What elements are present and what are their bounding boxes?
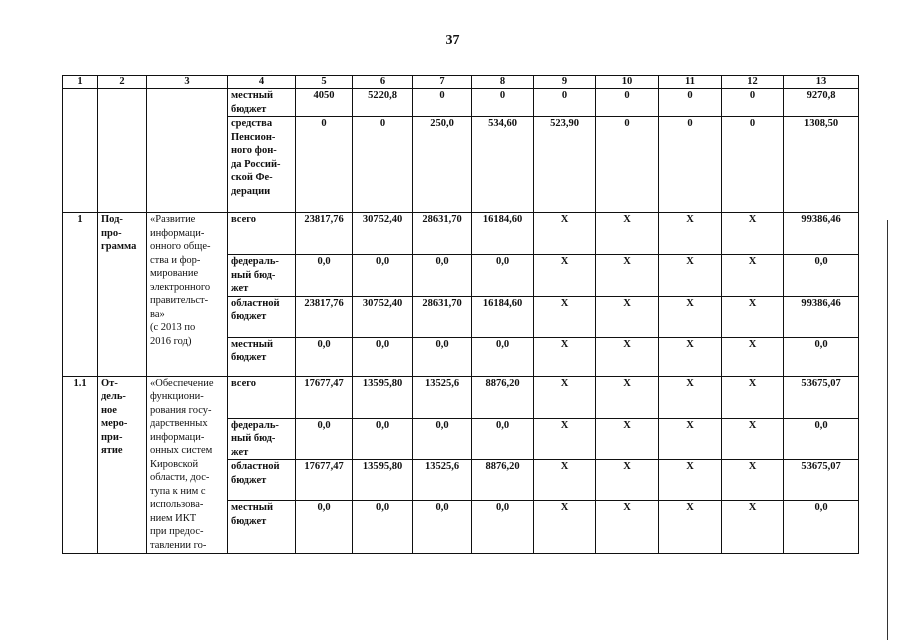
value-cell: 16184,60 [472,296,534,337]
value-cell: 0,0 [353,337,413,376]
page-number: 37 [445,33,460,48]
header-cell: 10 [596,76,659,89]
value-cell: X [596,213,659,255]
header-cell: 13 [784,76,859,89]
table-row [63,89,859,117]
source-cell: местный бюджет [228,337,296,376]
value-cell: X [659,255,722,297]
page-edge-line [887,220,888,640]
value-cell: 0 [413,89,472,117]
source-cell: средства Пенсион- ного фон- да Россий- ской Фе- дерации [228,117,296,213]
value-cell: X [534,501,596,554]
header-cell: 3 [147,76,228,89]
header-cell: 6 [353,76,413,89]
source-cell: областной бюджет [228,460,296,501]
row-name: «Обеспечение функциони- рования госу- дарственных информаци- онных систем Кировской области, дос- тупа к ним с использова- нием ИКТ при предос- тавлении го- [147,376,228,554]
value-cell: 534,60 [472,117,534,213]
value-cell: 0,0 [413,418,472,460]
value-cell: X [596,460,659,501]
value-cell: 250,0 [413,117,472,213]
value-cell: 13525,6 [413,376,472,418]
value-cell: 0,0 [353,501,413,554]
value-cell: 4050 [296,89,353,117]
header-cell: 7 [413,76,472,89]
value-cell: 0 [296,117,353,213]
header-row [63,76,859,89]
value-cell: X [534,460,596,501]
value-cell: X [722,213,784,255]
source-cell: местный бюджет [228,501,296,554]
value-cell: X [534,255,596,297]
value-cell: 0 [722,117,784,213]
header-cell: 8 [472,76,534,89]
value-cell: 17677,47 [296,460,353,501]
value-cell: 28631,70 [413,296,472,337]
value-cell: 0,0 [413,337,472,376]
value-cell: 1308,50 [784,117,859,213]
header-cell: 9 [534,76,596,89]
value-cell: 0 [659,117,722,213]
table-cell [98,89,147,213]
row-number: 1.1 [63,376,98,554]
value-cell: X [596,296,659,337]
source-cell: федераль- ный бюд- жет [228,418,296,460]
header-cell: 5 [296,76,353,89]
header-cell: 1 [63,76,98,89]
value-cell: X [722,418,784,460]
value-cell: X [722,501,784,554]
value-cell: X [534,213,596,255]
value-cell: 99386,46 [784,213,859,255]
table-cell [63,89,98,213]
source-cell: федераль- ный бюд- жет [228,255,296,297]
value-cell: X [659,501,722,554]
value-cell: 0,0 [296,255,353,297]
value-cell: 16184,60 [472,213,534,255]
value-cell: 13525,6 [413,460,472,501]
value-cell: 0,0 [472,337,534,376]
value-cell: 0 [659,89,722,117]
header-cell: 4 [228,76,296,89]
value-cell: 5220,8 [353,89,413,117]
value-cell: X [722,296,784,337]
value-cell: 0 [534,89,596,117]
value-cell: 0,0 [784,501,859,554]
value-cell: 17677,47 [296,376,353,418]
value-cell: 0,0 [296,337,353,376]
value-cell: X [722,255,784,297]
value-cell: 30752,40 [353,296,413,337]
value-cell: 13595,80 [353,376,413,418]
value-cell: 0 [353,117,413,213]
value-cell: X [722,376,784,418]
header-cell: 2 [98,76,147,89]
value-cell: 523,90 [534,117,596,213]
value-cell: X [659,418,722,460]
value-cell: 30752,40 [353,213,413,255]
value-cell: X [534,296,596,337]
value-cell: 9270,8 [784,89,859,117]
row-type: От- дель- ное меро- при- ятие [98,376,147,554]
value-cell: X [596,418,659,460]
value-cell: 8876,20 [472,376,534,418]
header-cell: 12 [722,76,784,89]
header-cell: 11 [659,76,722,89]
value-cell: 0,0 [472,418,534,460]
value-cell: X [659,376,722,418]
value-cell: X [659,460,722,501]
value-cell: 0,0 [296,501,353,554]
value-cell: 99386,46 [784,296,859,337]
value-cell: X [722,460,784,501]
value-cell: X [722,337,784,376]
value-cell: 0,0 [784,337,859,376]
value-cell: 0,0 [784,418,859,460]
value-cell: X [534,376,596,418]
value-cell: X [534,418,596,460]
value-cell: 53675,07 [784,376,859,418]
value-cell: 23817,76 [296,296,353,337]
table-row [63,376,859,418]
row-name: «Развитие информаци- онного обще- ства и фор- мирование электронного правительст- ва» (с 2013 по 2016 год) [147,213,228,377]
value-cell: 0,0 [413,501,472,554]
budget-table [62,75,859,554]
value-cell: 0,0 [353,255,413,297]
value-cell: 0,0 [413,255,472,297]
source-cell: областной бюджет [228,296,296,337]
value-cell: 0,0 [296,418,353,460]
value-cell: X [596,337,659,376]
row-type: Под- про- грамма [98,213,147,377]
value-cell: 0 [596,89,659,117]
source-cell: всего [228,376,296,418]
table-cell [147,89,228,213]
value-cell: X [596,255,659,297]
table-row [63,213,859,255]
value-cell: 0 [722,89,784,117]
source-cell: всего [228,213,296,255]
row-number: 1 [63,213,98,377]
value-cell: 0,0 [472,501,534,554]
value-cell: 13595,80 [353,460,413,501]
value-cell: 0,0 [472,255,534,297]
value-cell: X [596,376,659,418]
value-cell: 0,0 [784,255,859,297]
value-cell: 28631,70 [413,213,472,255]
value-cell: X [659,213,722,255]
value-cell: X [596,501,659,554]
value-cell: 23817,76 [296,213,353,255]
value-cell: 8876,20 [472,460,534,501]
value-cell: X [659,296,722,337]
value-cell: 0 [596,117,659,213]
value-cell: 53675,07 [784,460,859,501]
value-cell: 0 [472,89,534,117]
value-cell: X [534,337,596,376]
value-cell: X [659,337,722,376]
value-cell: 0,0 [353,418,413,460]
source-cell: местный бюджет [228,89,296,117]
